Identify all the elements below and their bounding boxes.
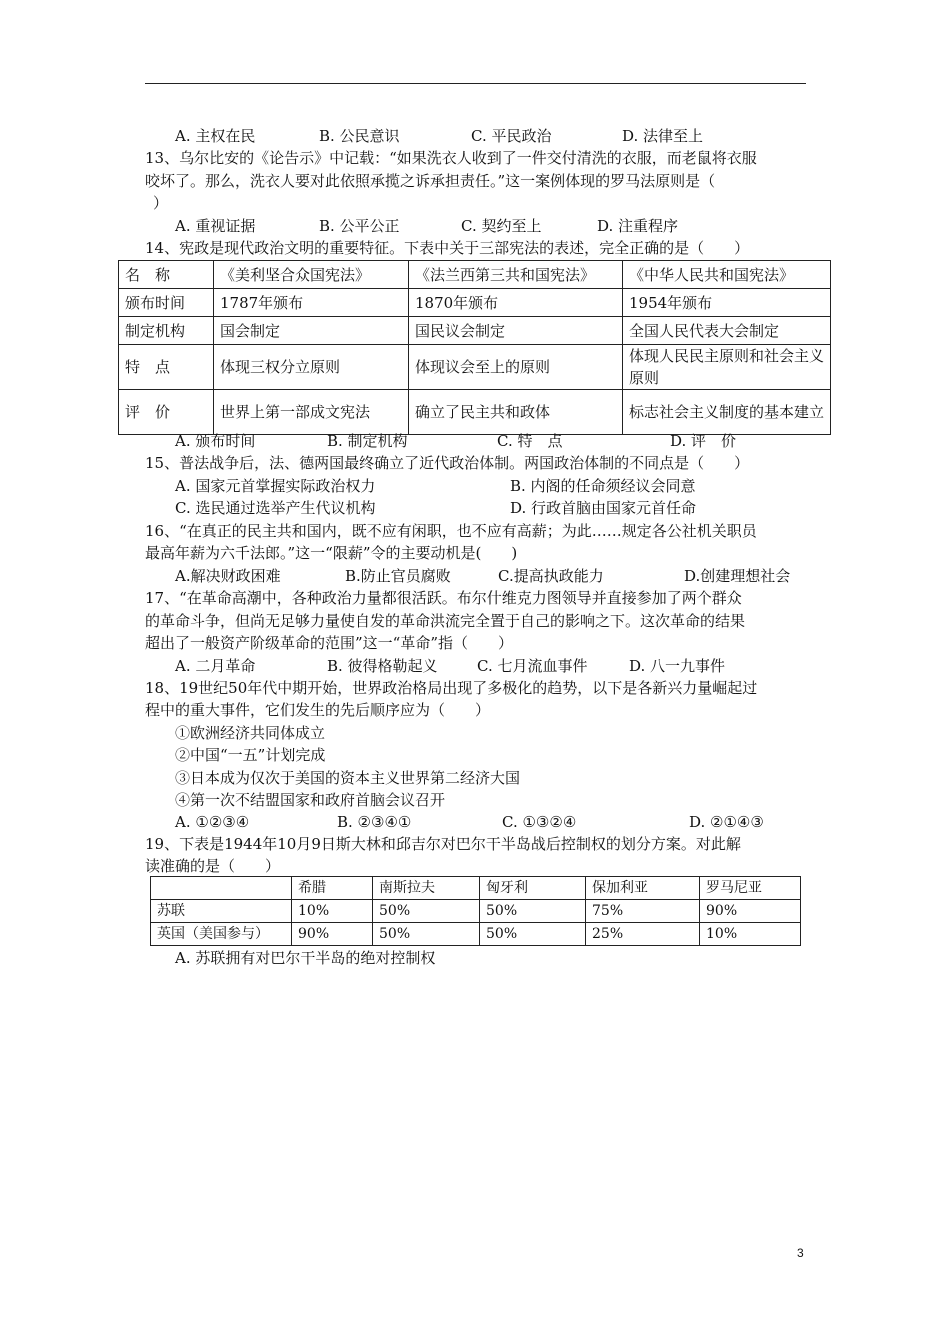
table-cell: 苏联 xyxy=(151,900,292,923)
q13-stem-line3: ） xyxy=(153,194,169,212)
option: A.解决财政困难 xyxy=(175,567,281,585)
q15-option-a: A. 国家元首掌握实际政治权力 xyxy=(175,477,376,495)
q18-item-2: ②中国“一五”计划完成 xyxy=(175,746,326,764)
table-cell xyxy=(151,877,292,900)
q13-stem-line1: 13、乌尔比安的《论告示》中记载：“如果洗衣人收到了一件交付清洗的衣服，而老鼠将衣服 xyxy=(145,149,757,167)
table-cell: 世界上第一部成文宪法 xyxy=(214,390,409,435)
table-cell: 国民议会制定 xyxy=(409,317,623,345)
option: C. 平民政治 xyxy=(471,127,552,145)
table-cell: 颁布时间 xyxy=(119,289,214,317)
q19-stem-line2: 读准确的是（ ） xyxy=(145,857,281,875)
option: D.创建理想社会 xyxy=(684,567,791,585)
q15-option-b: B. 内阁的任命须经议会同意 xyxy=(510,477,696,495)
table-cell: 标志社会主义制度的基本建立 xyxy=(623,390,831,435)
table-cell: 保加利亚 xyxy=(586,877,700,900)
table-cell: 制定机构 xyxy=(119,317,214,345)
option: A. 主权在民 xyxy=(175,127,256,145)
table-row xyxy=(151,900,801,923)
table-cell: 全国人民代表大会制定 xyxy=(623,317,831,345)
q17-stem-line2: 的革命斗争，但尚无足够力量使自发的革命洪流完全置于自己的影响之下。这次革命的结果 xyxy=(145,612,746,630)
table-cell: 1787年颁布 xyxy=(214,289,409,317)
option: D. 注重程序 xyxy=(597,217,679,235)
option: C. 契约至上 xyxy=(461,217,542,235)
q17-options xyxy=(175,655,725,677)
table-row xyxy=(119,261,831,289)
table-cell: 罗马尼亚 xyxy=(700,877,801,900)
table-cell: 10% xyxy=(700,923,801,946)
q15-stem: 15、普法战争后，法、德两国最终确立了近代政治体制。两国政治体制的不同点是（ ） xyxy=(145,454,750,472)
q14-constitution-table xyxy=(118,260,831,435)
q12-options xyxy=(175,125,703,147)
q18-item-4: ④第一次不结盟国家和政府首脑会议召开 xyxy=(175,791,446,809)
option: D. 法律至上 xyxy=(622,127,704,145)
q17-stem-line1: 17、“在革命高潮中，各种政治力量都很活跃。布尔什维克力图领导并直接参加了两个群众 xyxy=(145,589,742,607)
q17-stem-line3: 超出了一般资产阶级革命的范围”这一“革命”指（ ） xyxy=(145,634,514,652)
table-cell: 确立了民主共和政体 xyxy=(409,390,623,435)
table-cell: 90% xyxy=(700,900,801,923)
table-cell: 体现人民民主原则和社会主义原则 xyxy=(623,345,831,390)
table-cell: 体现议会至上的原则 xyxy=(409,345,623,390)
q14-stem: 14、宪政是现代政治文明的重要特征。下表中关于三部宪法的表述，完全正确的是（ ） xyxy=(145,239,750,257)
option: A. 颁布时间 xyxy=(175,432,256,450)
table-cell: 体现三权分立原则 xyxy=(214,345,409,390)
table-cell: 国会制定 xyxy=(214,317,409,345)
q16-stem-line2: 最高年薪为六千法郎。”这一“限薪”令的主要动机是( ) xyxy=(145,544,518,562)
option: D. 评 价 xyxy=(670,432,737,450)
table-row xyxy=(119,317,831,345)
table-cell: 《法兰西第三共和国宪法》 xyxy=(409,261,623,289)
table-row xyxy=(119,345,831,390)
table-cell: 评 价 xyxy=(119,390,214,435)
option: B. 制定机构 xyxy=(327,432,408,450)
option: B.防止官员腐败 xyxy=(345,567,451,585)
table-cell: 南斯拉夫 xyxy=(373,877,480,900)
table-cell: 50% xyxy=(373,900,480,923)
table-cell: 《美利坚合众国宪法》 xyxy=(214,261,409,289)
q19-stem-line1: 19、下表是1944年10月9日斯大林和邱吉尔对巴尔干半岛战后控制权的划分方案。对此解 xyxy=(145,835,741,853)
page-number: 3 xyxy=(797,1246,804,1260)
table-row xyxy=(151,923,801,946)
option: D. ②①④③ xyxy=(689,813,764,831)
table-row xyxy=(151,877,801,900)
table-cell: 90% xyxy=(292,923,373,946)
option: A. 二月革命 xyxy=(175,657,256,675)
option: B. 彼得格勒起义 xyxy=(327,657,438,675)
q16-options xyxy=(175,565,790,587)
q18-item-3: ③日本成为仅次于美国的资本主义世界第二经济大国 xyxy=(175,769,521,787)
q18-stem-line2: 程中的重大事件，它们发生的先后顺序应为（ ） xyxy=(145,701,491,719)
q18-item-1: ①欧洲经济共同体成立 xyxy=(175,724,326,742)
table-cell: 50% xyxy=(480,923,586,946)
table-cell: 1954年颁布 xyxy=(623,289,831,317)
table-cell: 50% xyxy=(373,923,480,946)
q18-stem-line1: 18、19世纪50年代中期开始，世界政治格局出现了多极化的趋势，以下是各新兴力量崛起过 xyxy=(145,679,758,697)
table-cell: 特 点 xyxy=(119,345,214,390)
option: C. 七月流血事件 xyxy=(477,657,588,675)
q15-option-c: C. 选民通过选举产生代议机构 xyxy=(175,499,376,517)
option: D. 八一九事件 xyxy=(629,657,726,675)
table-cell: 50% xyxy=(480,900,586,923)
q16-stem-line1: 16、“在真正的民主共和国内，既不应有闲职，也不应有高薪；为此……规定各公社机关职员 xyxy=(145,522,757,540)
q19-option-a: A. 苏联拥有对巴尔干半岛的绝对控制权 xyxy=(175,949,436,967)
option: C.提高执政能力 xyxy=(498,567,604,585)
table-row xyxy=(119,390,831,435)
table-cell: 希腊 xyxy=(292,877,373,900)
table-cell: 匈牙利 xyxy=(480,877,586,900)
option: C. 特 点 xyxy=(497,432,563,450)
q14-options xyxy=(175,430,736,452)
option: A. ①②③④ xyxy=(175,813,250,831)
table-cell: 25% xyxy=(586,923,700,946)
table-cell: 10% xyxy=(292,900,373,923)
table-cell: 1870年颁布 xyxy=(409,289,623,317)
option: B. 公平公正 xyxy=(319,217,400,235)
option: C. ①③②④ xyxy=(502,813,577,831)
table-cell: 英国（美国参与） xyxy=(151,923,292,946)
table-cell: 75% xyxy=(586,900,700,923)
table-cell: 《中华人民共和国宪法》 xyxy=(623,261,831,289)
option: B. 公民意识 xyxy=(319,127,400,145)
q13-stem-line2: 咬坏了。那么，洗衣人要对此依照承揽之诉承担责任。”这一案例体现的罗马法原则是（ xyxy=(145,172,716,190)
table-cell: 名 称 xyxy=(119,261,214,289)
q18-options xyxy=(175,811,764,833)
option: A. 重视证据 xyxy=(175,217,256,235)
q15-option-d: D. 行政首脑由国家元首任命 xyxy=(510,499,697,517)
table-row xyxy=(119,289,831,317)
header-rule xyxy=(145,83,806,84)
q13-options xyxy=(175,215,678,237)
q19-balkan-table xyxy=(150,876,801,946)
option: B. ②③④① xyxy=(337,813,412,831)
